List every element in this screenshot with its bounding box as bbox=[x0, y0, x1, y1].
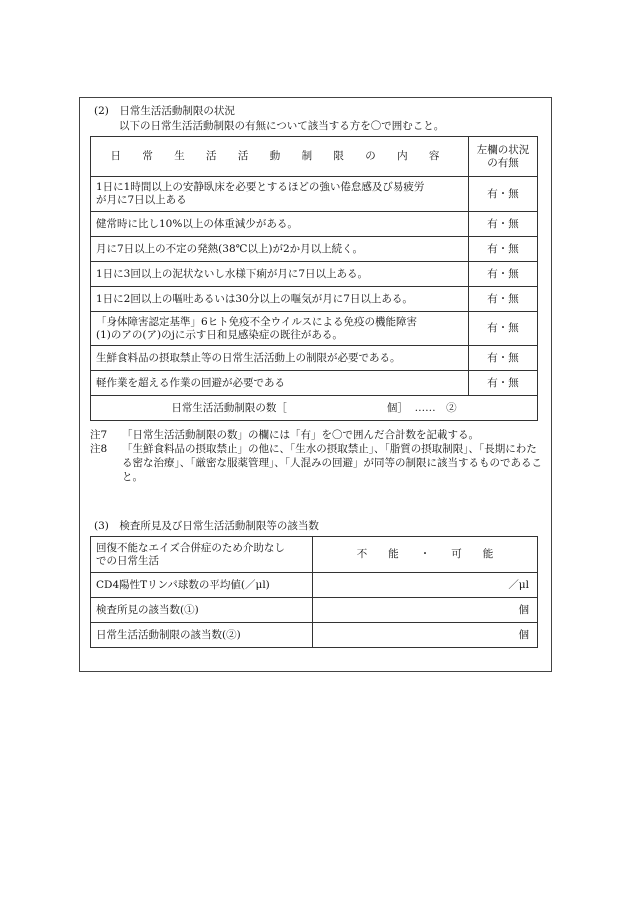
table-header-row bbox=[91, 137, 538, 177]
row-status[interactable]: 有・無 bbox=[469, 371, 538, 396]
table-row bbox=[91, 287, 538, 312]
row-label: 検査所見の該当数(①) bbox=[91, 598, 313, 623]
row-status[interactable]: 有・無 bbox=[469, 177, 538, 212]
row-status[interactable]: 有・無 bbox=[469, 312, 538, 346]
note-label: 注7 bbox=[90, 429, 108, 441]
row-status[interactable]: 有・無 bbox=[469, 346, 538, 371]
cd4-value-field[interactable]: ／μl bbox=[313, 573, 538, 598]
table-row bbox=[91, 237, 538, 262]
table-row bbox=[91, 346, 538, 371]
count-label: 日常生活活動制限の数［ bbox=[171, 401, 287, 414]
header-status bbox=[469, 137, 538, 177]
table-row bbox=[91, 262, 538, 287]
count-row bbox=[91, 396, 538, 421]
restriction-count-field[interactable]: 個 bbox=[313, 623, 538, 648]
row-label: 日常生活活動制限の該当数(②) bbox=[91, 623, 313, 648]
header-content: 日 常 生 活 活 動 制 限 の 内 容 bbox=[91, 137, 469, 177]
table-row bbox=[91, 623, 538, 648]
row-status[interactable]: 有・無 bbox=[469, 262, 538, 287]
row-status[interactable]: 有・無 bbox=[469, 287, 538, 312]
note-7 bbox=[90, 428, 545, 442]
table-row bbox=[91, 312, 538, 346]
note-text: 「日常生活活動制限の数」の欄には「有」を〇で囲んだ合計数を記載する。 bbox=[122, 429, 479, 441]
table-row bbox=[91, 598, 538, 623]
table-row bbox=[91, 573, 538, 598]
table-row bbox=[91, 371, 538, 396]
header-status-line1: 左欄の状況 bbox=[476, 143, 530, 156]
section2-instruction: 以下の日常生活活動制限の有無について該当する方を〇で囲むこと。 bbox=[119, 120, 445, 132]
row-label: 回復不能なエイズ合併症のため介助なし での日常生活 bbox=[91, 537, 313, 573]
row-content: 月に7日以上の不定の発熱(38℃以上)が2か月以上続く。 bbox=[91, 237, 469, 262]
findings-table bbox=[90, 536, 538, 648]
note-text: 「生鮮食料品の摂取禁止」の他に、「生水の摂取禁止」、「脂質の摂取制限」、「長期にわたる密な治療」、「厳密な服薬管理」、「人混みの回避」が同等の制限に該当するものであること。 bbox=[122, 443, 542, 483]
section3-heading: (3) 検査所見及び日常生活活動制限等の該当数 bbox=[94, 520, 319, 532]
row-status[interactable]: 有・無 bbox=[469, 237, 538, 262]
daily-activity-table bbox=[90, 136, 538, 421]
notes bbox=[90, 428, 545, 484]
count-unit: 個］ bbox=[386, 401, 408, 414]
table-row bbox=[91, 537, 538, 573]
section2-heading: (2) 日常生活活動制限の状況 bbox=[94, 105, 235, 117]
row-content: 軽作業を超える作業の回避が必要である bbox=[91, 371, 469, 396]
row-label: CD4陽性Tリンパ球数の平均値(／μl) bbox=[91, 573, 313, 598]
row-content: 1日に3回以上の泥状ないし水様下痢が月に7日以上ある。 bbox=[91, 262, 469, 287]
header-status-line2: の有無 bbox=[487, 156, 519, 169]
ability-choice[interactable]: 不 能 ・ 可 能 bbox=[313, 537, 538, 573]
row-content: 1日に1時間以上の安静臥床を必要とするほどの強い倦怠感及び易疲労 が月に7日以上ある bbox=[91, 177, 469, 212]
table-row bbox=[91, 212, 538, 237]
restriction-count bbox=[91, 396, 538, 421]
row-content: 「身体障害認定基準」6ヒト免疫不全ウイルスによる免疫の機能障害 (1)のアの(ア)のjに示す日和見感染症の既往がある。 bbox=[91, 312, 469, 346]
findings-count-field[interactable]: 個 bbox=[313, 598, 538, 623]
count-suffix: …… ② bbox=[414, 401, 457, 414]
row-content: 生鮮食料品の摂取禁止等の日常生活活動上の制限が必要である。 bbox=[91, 346, 469, 371]
row-content: 1日に2回以上の嘔吐あるいは30分以上の嘔気が月に7日以上ある。 bbox=[91, 287, 469, 312]
note-8 bbox=[90, 442, 545, 484]
row-content: 健常時に比し10%以上の体重減少がある。 bbox=[91, 212, 469, 237]
table-row bbox=[91, 177, 538, 212]
row-status[interactable]: 有・無 bbox=[469, 212, 538, 237]
note-label: 注8 bbox=[90, 443, 108, 455]
